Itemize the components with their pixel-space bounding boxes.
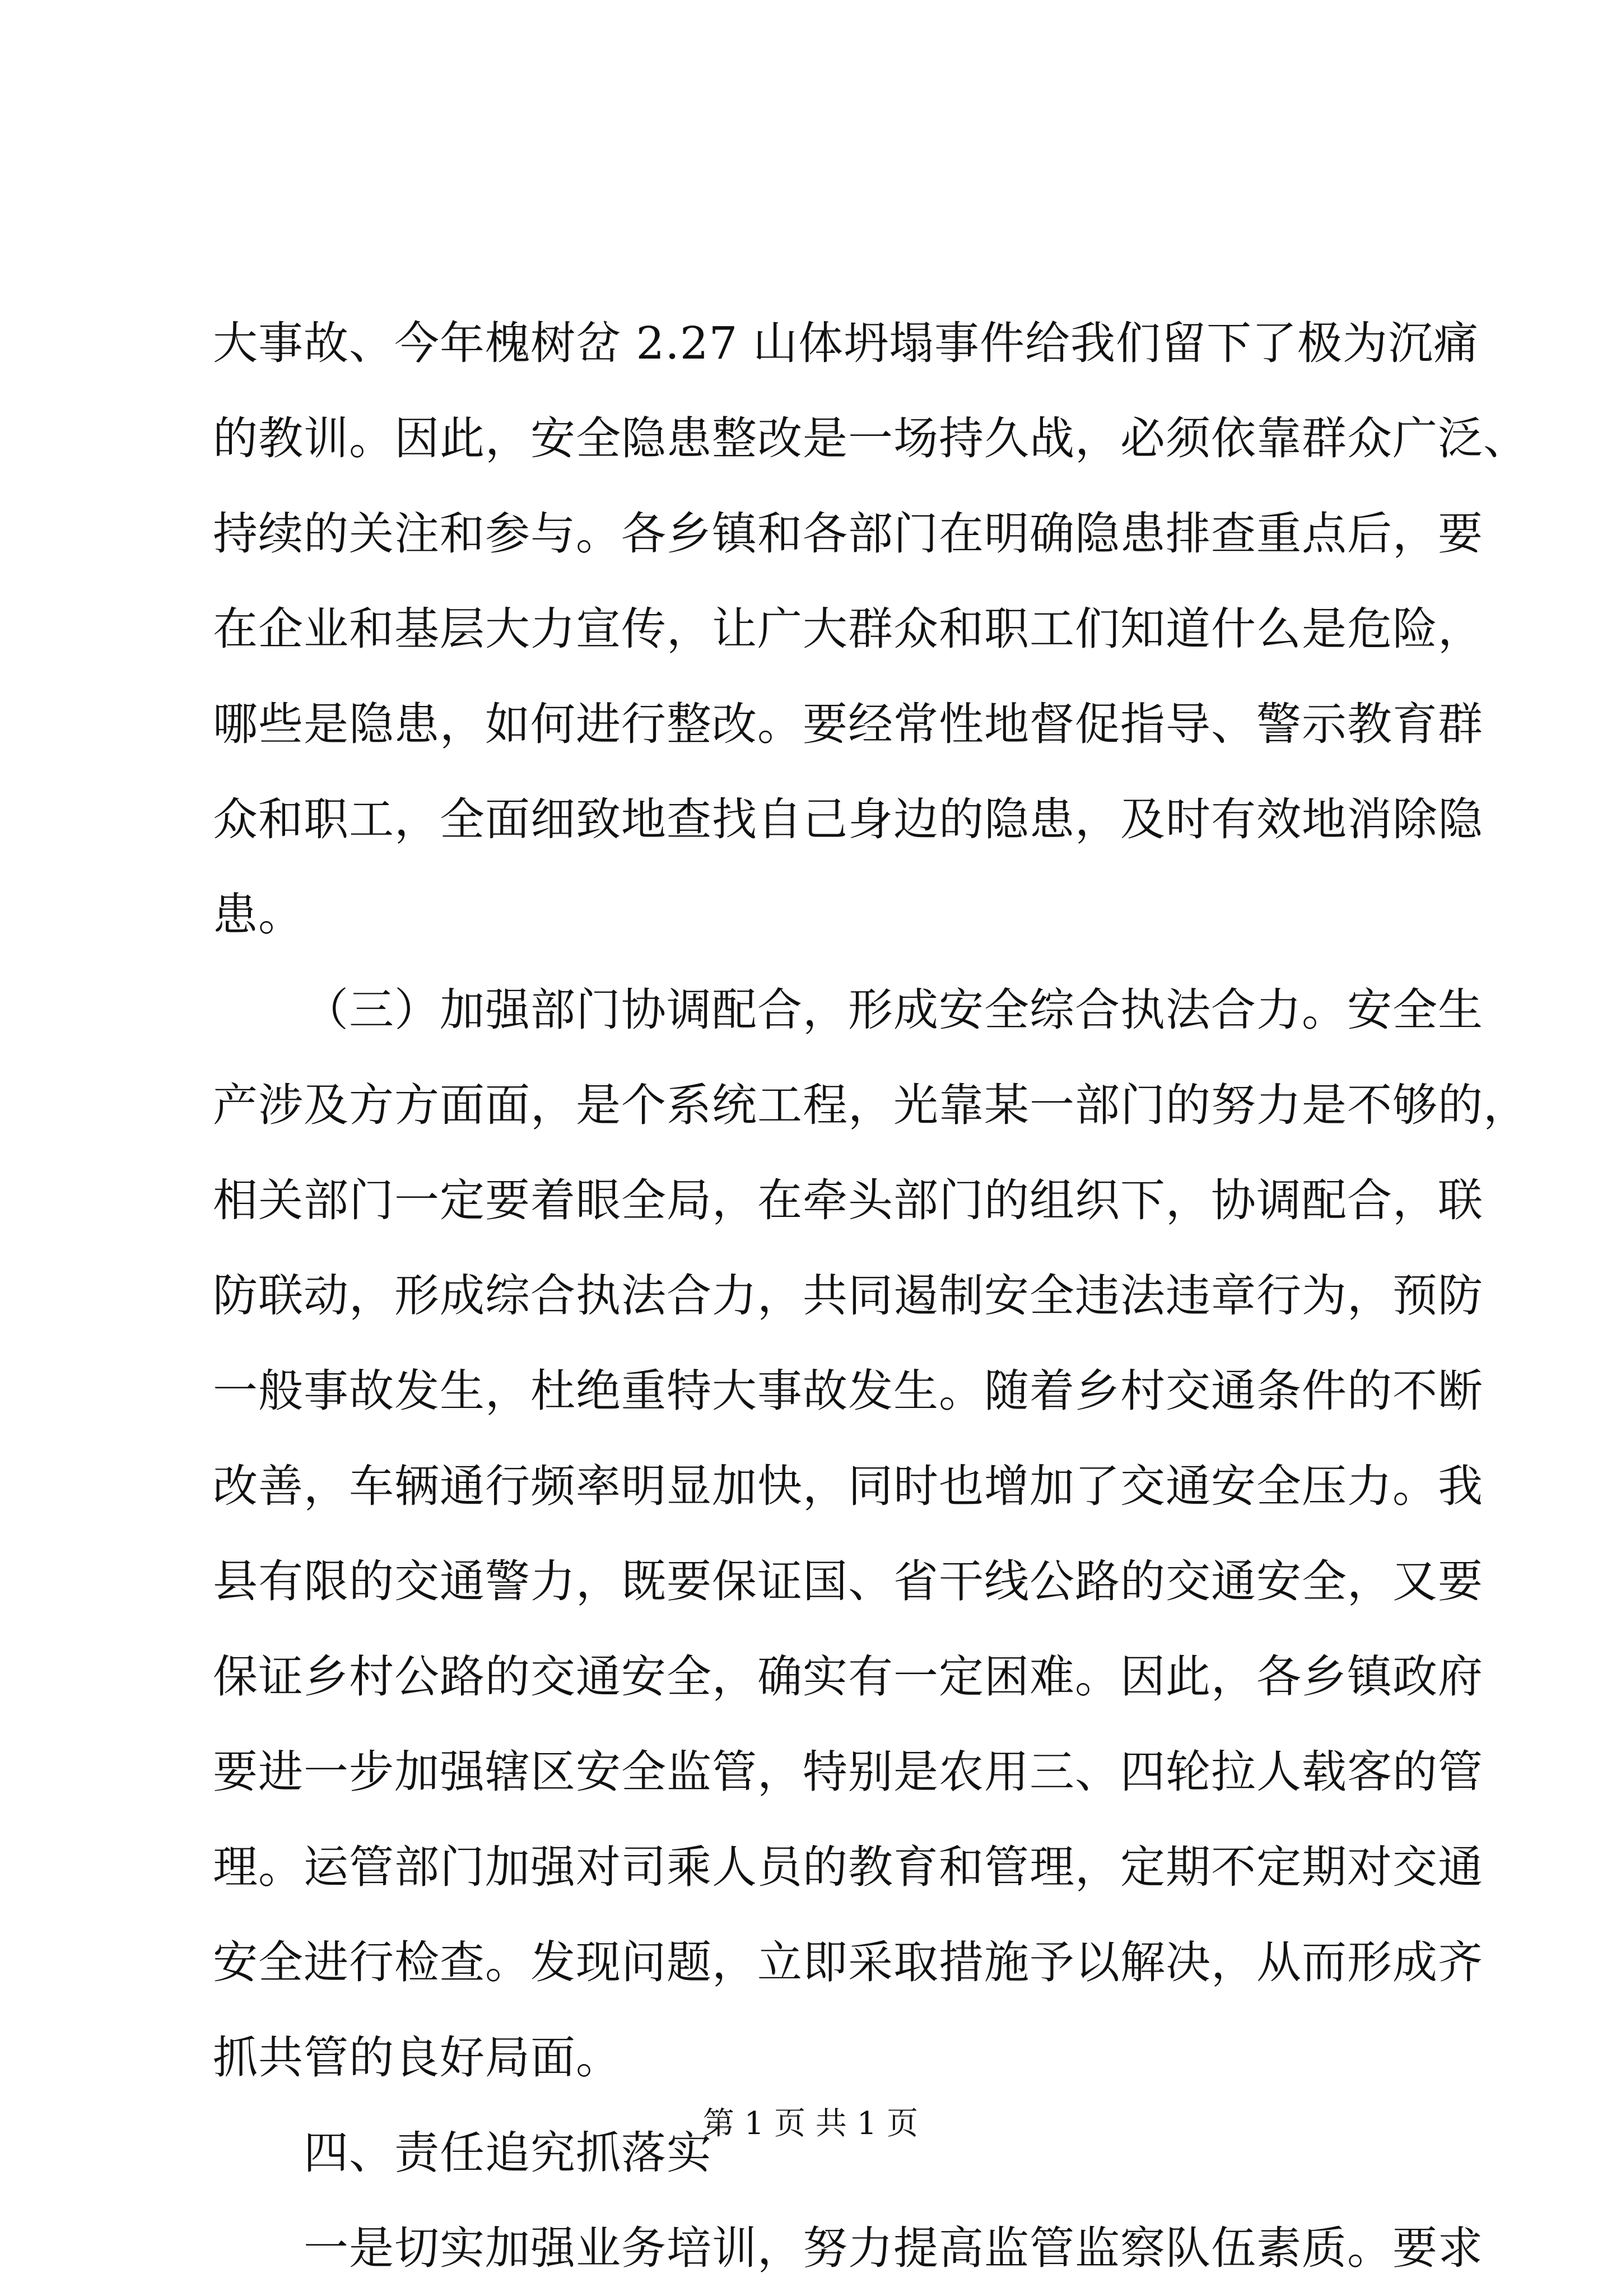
text-line: 防联动，形成综合执法合力，共同遏制安全违法违章行为，预防: [213, 1270, 1483, 1322]
text-line: 持续的关注和参与。各乡镇和各部门在明确隐患排查重点后，要: [213, 508, 1483, 560]
text-line: 安全进行检查。发现问题，立即采取措施予以解决，从而形成齐: [213, 1936, 1483, 1988]
text-line: 县有限的交通警力，既要保证国、省干线公路的交通安全，又要: [213, 1555, 1483, 1607]
text-line: 众和职工，全面细致地查找自己身边的隐患，及时有效地消除隐: [213, 793, 1483, 845]
document-body: [213, 296, 1529, 2296]
text-line: 抓共管的良好局面。: [213, 2032, 621, 2084]
text-line: 相关部门一定要着眼全局，在牵头部门的组织下，协调配合，联: [213, 1174, 1483, 1226]
text-line: 的教训。因此，安全隐患整改是一场持久战，必须依靠群众广泛、: [213, 412, 1529, 464]
text-line: 理。运管部门加强对司乘人员的教育和管理，定期不定期对交通: [213, 1841, 1483, 1893]
text-line: 患。: [213, 889, 304, 941]
text-line: 在企业和基层大力宣传，让广大群众和职工们知道什么是危险，: [213, 603, 1483, 655]
text-line: 哪些是隐患，如何进行整改。要经常性地督促指导、警示教育群: [213, 698, 1483, 750]
text-line: 一是切实加强业务培训，努力提高监管监察队伍素质。要求: [304, 2222, 1483, 2274]
text-line: 大事故、今年槐树岔 2.27 山体坍塌事件给我们留下了极为沉痛: [213, 317, 1479, 369]
page-footer: 第 1 页 共 1 页: [702, 2106, 919, 2142]
section-heading: 四、责任追究抓落实: [304, 2127, 712, 2179]
section-heading-line: （三）加强部门协调配合，形成安全综合执法合力。安全生: [304, 984, 1483, 1036]
text-line: 改善，车辆通行频率明显加快，同时也增加了交通安全压力。我: [213, 1460, 1483, 1512]
text-line: 产涉及方方面面，是个系统工程，光靠某一部门的努力是不够的，: [213, 1079, 1529, 1131]
text-line: 一般事故发生，杜绝重特大事故发生。随着乡村交通条件的不断: [213, 1365, 1483, 1417]
text-line: 保证乡村公路的交通安全，确实有一定困难。因此，各乡镇政府: [213, 1651, 1483, 1703]
text-line: 要进一步加强辖区安全监管，特别是农用三、四轮拉人载客的管: [213, 1746, 1483, 1798]
